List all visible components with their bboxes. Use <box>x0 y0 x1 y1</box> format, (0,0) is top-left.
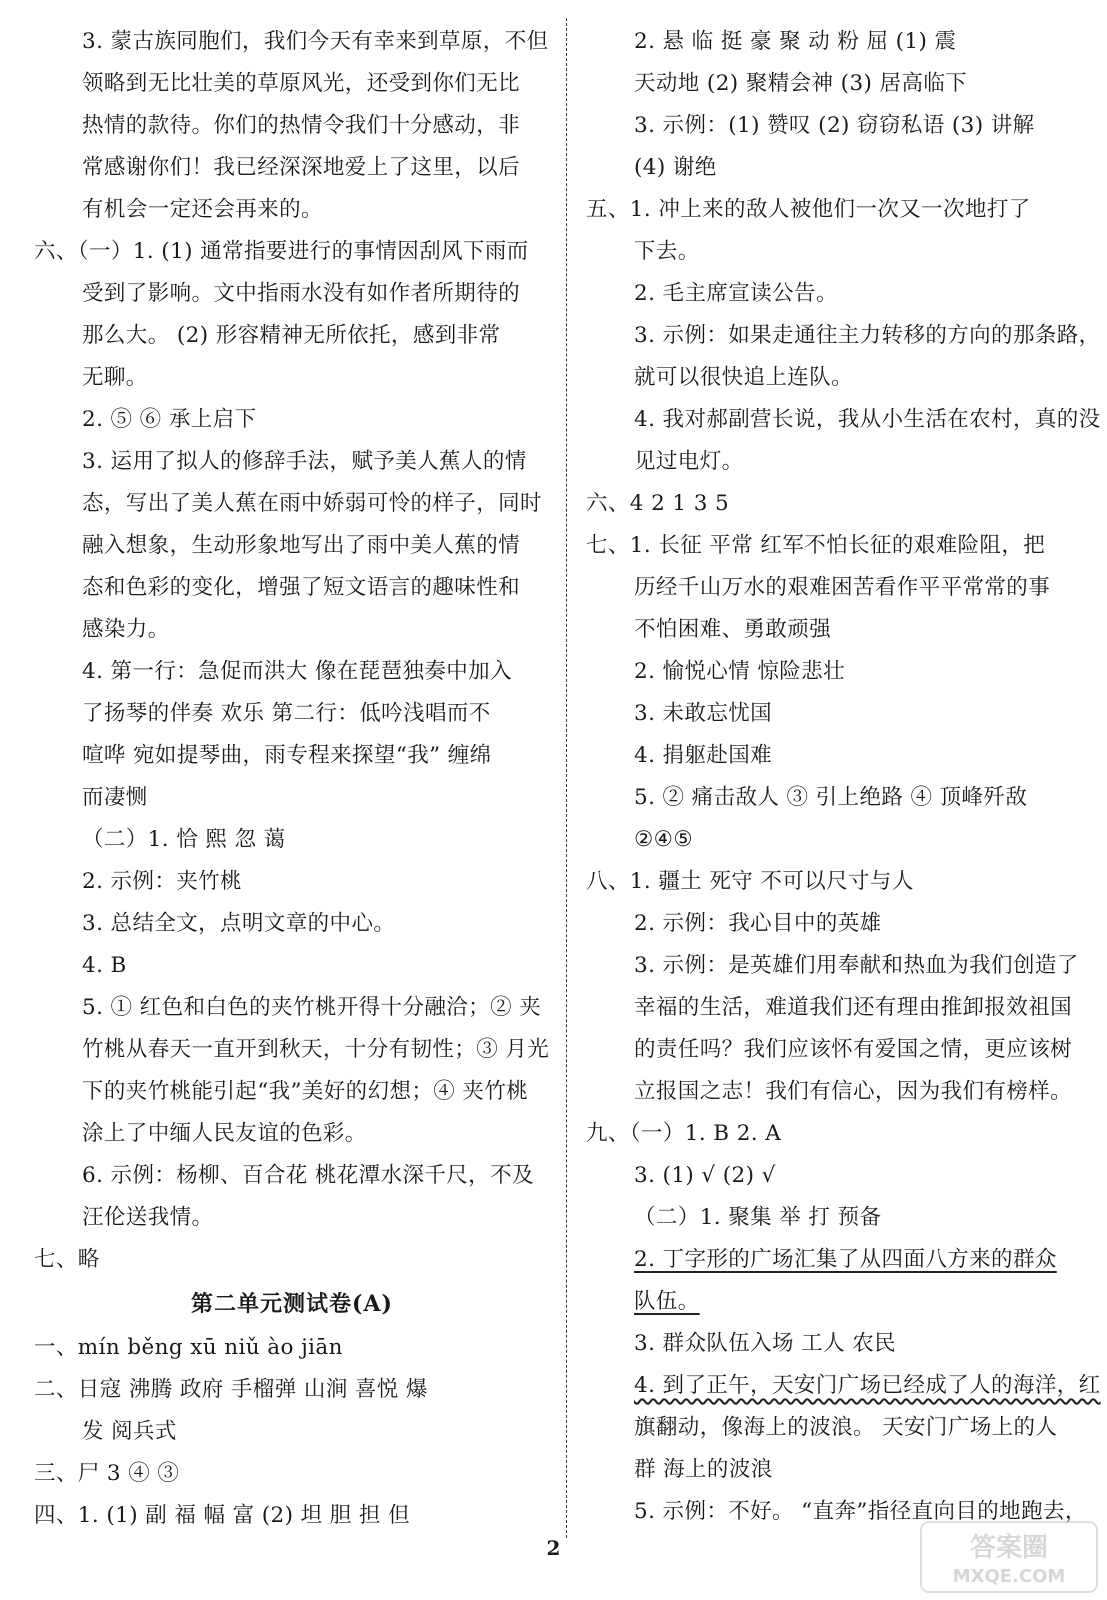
text-line: 三、尸 3 ④ ③ <box>34 1461 180 1486</box>
text-line: 见过电灯。 <box>634 449 744 474</box>
text-line: 2. 示例：夹竹桃 <box>82 869 242 894</box>
text-line: 汪伦送我情。 <box>82 1205 214 1230</box>
text-line: 态和色彩的变化，增强了短文语言的趣味性和 <box>82 575 521 600</box>
text-line: 3. 示例：(1) 赞叹 (2) 窃窃私语 (3) 讲解 <box>634 113 1035 138</box>
underlined-line: 队伍。 <box>634 1289 700 1314</box>
text-line: 六、（一）1. (1) 通常指要进行的事情因刮风下雨而 <box>34 239 529 264</box>
text-line: 3. 群众队伍入场 工人 农民 <box>634 1331 897 1356</box>
text-line: 旗翻动，像海上的波浪。 天安门广场上的人 <box>634 1415 1058 1440</box>
text-line: 感染力。 <box>82 617 170 642</box>
text-line: 5. ① 红色和白色的夹竹桃开得十分融洽；② 夹 <box>82 995 542 1020</box>
text-line: 态，写出了美人蕉在雨中娇弱可怜的样子，同时 <box>82 491 542 516</box>
text-line: 2. 悬 临 挺 豪 聚 动 粉 屈 (1) 震 <box>634 29 957 54</box>
text-line: 3. 运用了拟人的修辞手法，赋予美人蕉人的情 <box>82 449 527 474</box>
text-line: 2. 愉悦心情 惊险悲壮 <box>634 659 845 684</box>
text-line: 有机会一定还会再来的。 <box>82 197 323 222</box>
page-number: 2 <box>546 1536 561 1560</box>
text-line: 热情的款待。你们的热情令我们十分感动，非 <box>82 113 521 138</box>
text-line: 四、1. (1) 副 福 幅 富 (2) 坦 胆 担 但 <box>34 1503 410 1528</box>
text-line: 2. 毛主席宣读公告。 <box>634 281 838 306</box>
text-line: 3. 未敢忘忧国 <box>634 701 773 726</box>
text-line: 那么大。 (2) 形容精神无所依托，感到非常 <box>82 323 501 348</box>
text-line: 立报国之志！我们有信心，因为我们有榜样。 <box>634 1079 1073 1104</box>
text-line: 一、mín běng xū niǔ ào jiān <box>34 1335 343 1360</box>
text-line: 幸福的生活，难道我们还有理由推卸报效祖国 <box>634 995 1073 1020</box>
section-heading: 第二单元测试卷(A) <box>191 1291 393 1317</box>
text-line: 4. 第一行：急促而洪大 像在琵琶独奏中加入 <box>82 659 512 684</box>
text-line: 3. 总结全文，点明文章的中心。 <box>82 911 396 936</box>
wavy-underlined-line: 4. 到了正午，天安门广场已经成了人的海洋，红 <box>634 1373 1101 1398</box>
watermark-title: 答案圈 <box>969 1533 1049 1563</box>
text-line: 常感谢你们！我已经深深地爱上了这里，以后 <box>82 155 521 180</box>
text-line: 融入想象，生动形象地写出了雨中美人蕉的情 <box>82 533 521 558</box>
text-line: 的责任吗？我们应该怀有爱国之情，更应该树 <box>634 1037 1073 1062</box>
text-line: 发 阅兵式 <box>82 1419 177 1444</box>
text-line: 九、（一）1. B 2. A <box>586 1121 782 1146</box>
text-line: 而凄恻 <box>82 785 148 810</box>
text-line: 3. (1) √ (2) √ <box>634 1163 776 1188</box>
text-line: 2. ⑤ ⑥ 承上启下 <box>82 407 257 432</box>
text-line: ②④⑤ <box>634 827 694 852</box>
text-line: 就可以很快追上连队。 <box>634 365 854 390</box>
text-line: 2. 示例：我心目中的英雄 <box>634 911 882 936</box>
text-line: 3. 蒙古族同胞们，我们今天有幸来到草原，不但 <box>82 29 549 54</box>
text-line: 七、1. 长征 平常 红军不怕长征的艰难险阻，把 <box>586 533 1046 558</box>
text-line: 3. 示例：如果走通往主力转移的方向的那条路， <box>634 323 1101 348</box>
text-line: 5. 示例：不好。 “直奔”指径直向目的地跑去， <box>634 1499 1087 1524</box>
text-line: （二）1. 恰 熙 忽 蔼 <box>82 827 286 852</box>
text-line: 七、略 <box>34 1247 100 1272</box>
text-line: 4. 我对郝副营长说，我从小生活在农村，真的没 <box>634 407 1101 432</box>
text-line: 3. 示例：是英雄们用奉献和热血为我们创造了 <box>634 953 1079 978</box>
text-line: 6. 示例：杨柳、百合花 桃花潭水深千尺，不及 <box>82 1163 534 1188</box>
text-line: 领略到无比壮美的草原风光，还受到你们无比 <box>82 71 521 96</box>
text-line: 4. B <box>82 953 127 978</box>
text-line: 六、4 2 1 3 5 <box>586 491 730 516</box>
text-line: 历经千山万水的艰难困苦看作平平常常的事 <box>634 575 1051 600</box>
text-line: 受到了影响。文中指雨水没有如作者所期待的 <box>82 281 521 306</box>
text-line: （二）1. 聚集 举 打 预备 <box>634 1205 882 1230</box>
underlined-line: 2. 丁字形的广场汇集了从四面八方来的群众 <box>634 1247 1057 1272</box>
text-line: 了扬琴的伴奏 欢乐 第二行：低吟浅唱而不 <box>82 701 491 726</box>
text-line: 天动地 (2) 聚精会神 (3) 居高临下 <box>634 71 968 96</box>
text-line: 不怕困难、勇敢顽强 <box>634 617 832 642</box>
watermark-logo <box>919 1520 1099 1594</box>
text-line: 喧哗 宛如提琴曲，雨专程来探望“我” 缠绵 <box>82 743 492 768</box>
text-line: 涂上了中缅人民友谊的色彩。 <box>82 1121 367 1146</box>
text-line: 竹桃从春天一直开到秋天，十分有韧性；③ 月光 <box>82 1037 550 1062</box>
text-line: 下的夹竹桃能引起“我”美好的幻想；④ 夹竹桃 <box>82 1079 529 1104</box>
text-line: (4) 谢绝 <box>634 155 717 180</box>
text-line: 无聊。 <box>82 365 148 390</box>
text-line: 4. 捐躯赴国难 <box>634 743 773 768</box>
column-divider <box>566 18 567 1538</box>
text-line: 下去。 <box>634 239 700 264</box>
text-line: 5. ② 痛击敌人 ③ 引上绝路 ④ 顶峰歼敌 <box>634 785 1028 810</box>
text-line: 五、1. 冲上来的敌人被他们一次又一次地打了 <box>586 197 1031 222</box>
text-line: 群 海上的波浪 <box>634 1457 773 1482</box>
text-line: 八、1. 疆土 死守 不可以尺寸与人 <box>586 869 914 894</box>
text-line: 二、日寇 沸腾 政府 手榴弹 山涧 喜悦 爆 <box>34 1377 428 1402</box>
watermark-url: MXQE.COM <box>952 1566 1066 1587</box>
